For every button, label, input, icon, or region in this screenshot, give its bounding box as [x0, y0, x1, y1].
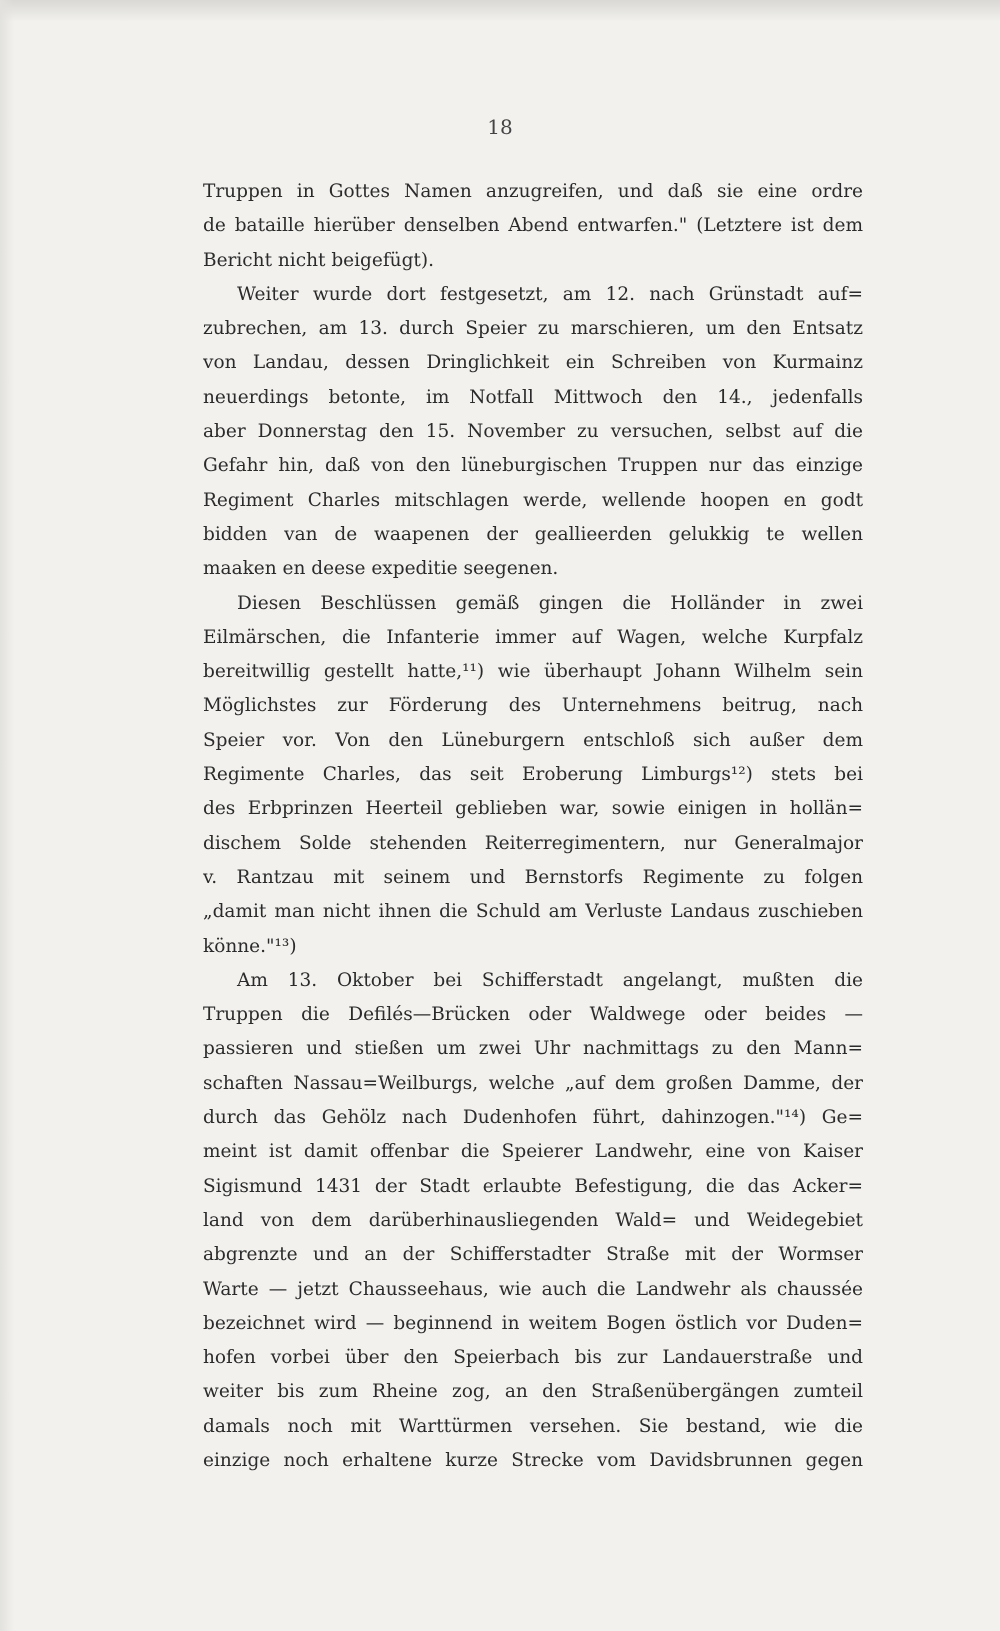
text-line: Truppen die Defilés—Brücken oder Waldwege oder beides — — [203, 1004, 863, 1026]
text-line: bidden van de waapenen der geallieerden gelukkig te wellen — [203, 523, 863, 545]
text-line: v. Rantzau mit seinem und Bernstorfs Regimente zu folgen — [203, 866, 863, 888]
text-line: Warte — jetzt Chausseehaus, wie auch die Landwehr als chaussée — [203, 1278, 863, 1300]
text-line: Gefahr hin, daß von den lüneburgischen Truppen nur das einzige — [203, 455, 863, 477]
text-line: des Erbprinzen Heerteil geblieben war, sowie einigen in hollän= — [203, 798, 863, 820]
scan-top-edge — [0, 0, 1000, 22]
text-line: abgrenzte und an der Schifferstadter Straße mit der Wormser — [203, 1244, 863, 1266]
text-line: meint ist damit offenbar die Speierer Landwehr, eine von Kaiser — [203, 1141, 863, 1163]
page-number: 18 — [487, 115, 513, 139]
text-line: Regimente Charles, das seit Eroberung Limburgs¹²) stets bei — [203, 764, 863, 786]
text-line: neuerdings betonte, im Notfall Mittwoch den 14., jedenfalls — [203, 386, 863, 408]
text-line: dischem Solde stehenden Reiterregimentern, nur Generalmajor — [203, 832, 863, 854]
text-line: passieren und stießen um zwei Uhr nachmittags zu den Mann= — [203, 1038, 863, 1060]
text-line: hofen vorbei über den Speierbach bis zur Landauerstraße und — [203, 1347, 863, 1369]
text-line: damals noch mit Warttürmen versehen. Sie bestand, wie die — [203, 1415, 863, 1437]
text-line: einzige noch erhaltene kurze Strecke vom Davidsbrunnen gegen — [203, 1449, 863, 1471]
text-line: Weiter wurde dort festgesetzt, am 12. nach Grünstadt auf= — [237, 283, 863, 305]
scan-left-edge — [0, 0, 14, 1631]
text-line: zubrechen, am 13. durch Speier zu marschieren, um den Entsatz — [203, 318, 863, 340]
text-line: bereitwillig gestellt hatte,¹¹) wie überhaupt Johann Wilhelm sein — [203, 661, 863, 683]
text-line: schaften Nassau=Weilburgs, welche „auf dem großen Damme, der — [203, 1072, 863, 1094]
text-line: weiter bis zum Rheine zog, an den Straßenübergängen zumteil — [203, 1381, 863, 1403]
text-line: Diesen Beschlüssen gemäß gingen die Holländer in zwei — [237, 592, 863, 614]
text-line: Möglichstes zur Förderung des Unternehmens beitrug, nach — [203, 695, 863, 717]
text-line: „damit man nicht ihnen die Schuld am Verluste Landaus zuschieben — [203, 901, 863, 923]
text-line: Am 13. Oktober bei Schifferstadt angelangt, mußten die — [237, 969, 863, 991]
text-line: de bataille hierüber denselben Abend entwarfen." (Letztere ist dem — [203, 215, 863, 237]
text-line: Bericht nicht beigefügt). — [203, 249, 434, 271]
text-line: aber Donnerstag den 15. November zu versuchen, selbst auf die — [203, 421, 863, 443]
text-line: Truppen in Gottes Namen anzugreifen, und daß sie eine ordre — [203, 181, 863, 202]
text-line: maaken en deese expeditie seegenen. — [203, 558, 559, 580]
text-line: bezeichnet wird — beginnend in weitem Bogen östlich vor Duden= — [203, 1312, 863, 1334]
text-line: durch das Gehölz nach Dudenhofen führt, dahinzogen."¹⁴) Ge= — [203, 1107, 863, 1129]
body-text — [203, 175, 863, 1478]
text-line: könne."¹³) — [203, 935, 297, 957]
text-line: Speier vor. Von den Lüneburgern entschloß sich außer dem — [203, 729, 863, 751]
text-line: land von dem darüberhinausliegenden Wald= und Weidegebiet — [203, 1209, 863, 1231]
text-line: von Landau, dessen Dringlichkeit ein Schreiben von Kurmainz — [203, 352, 863, 374]
text-line: Eilmärschen, die Infanterie immer auf Wagen, welche Kurpfalz — [203, 626, 863, 648]
text-line: Sigismund 1431 der Stadt erlaubte Befestigung, die das Acker= — [203, 1175, 863, 1197]
text-line: Regiment Charles mitschlagen werde, wellende hoopen en godt — [203, 489, 863, 511]
